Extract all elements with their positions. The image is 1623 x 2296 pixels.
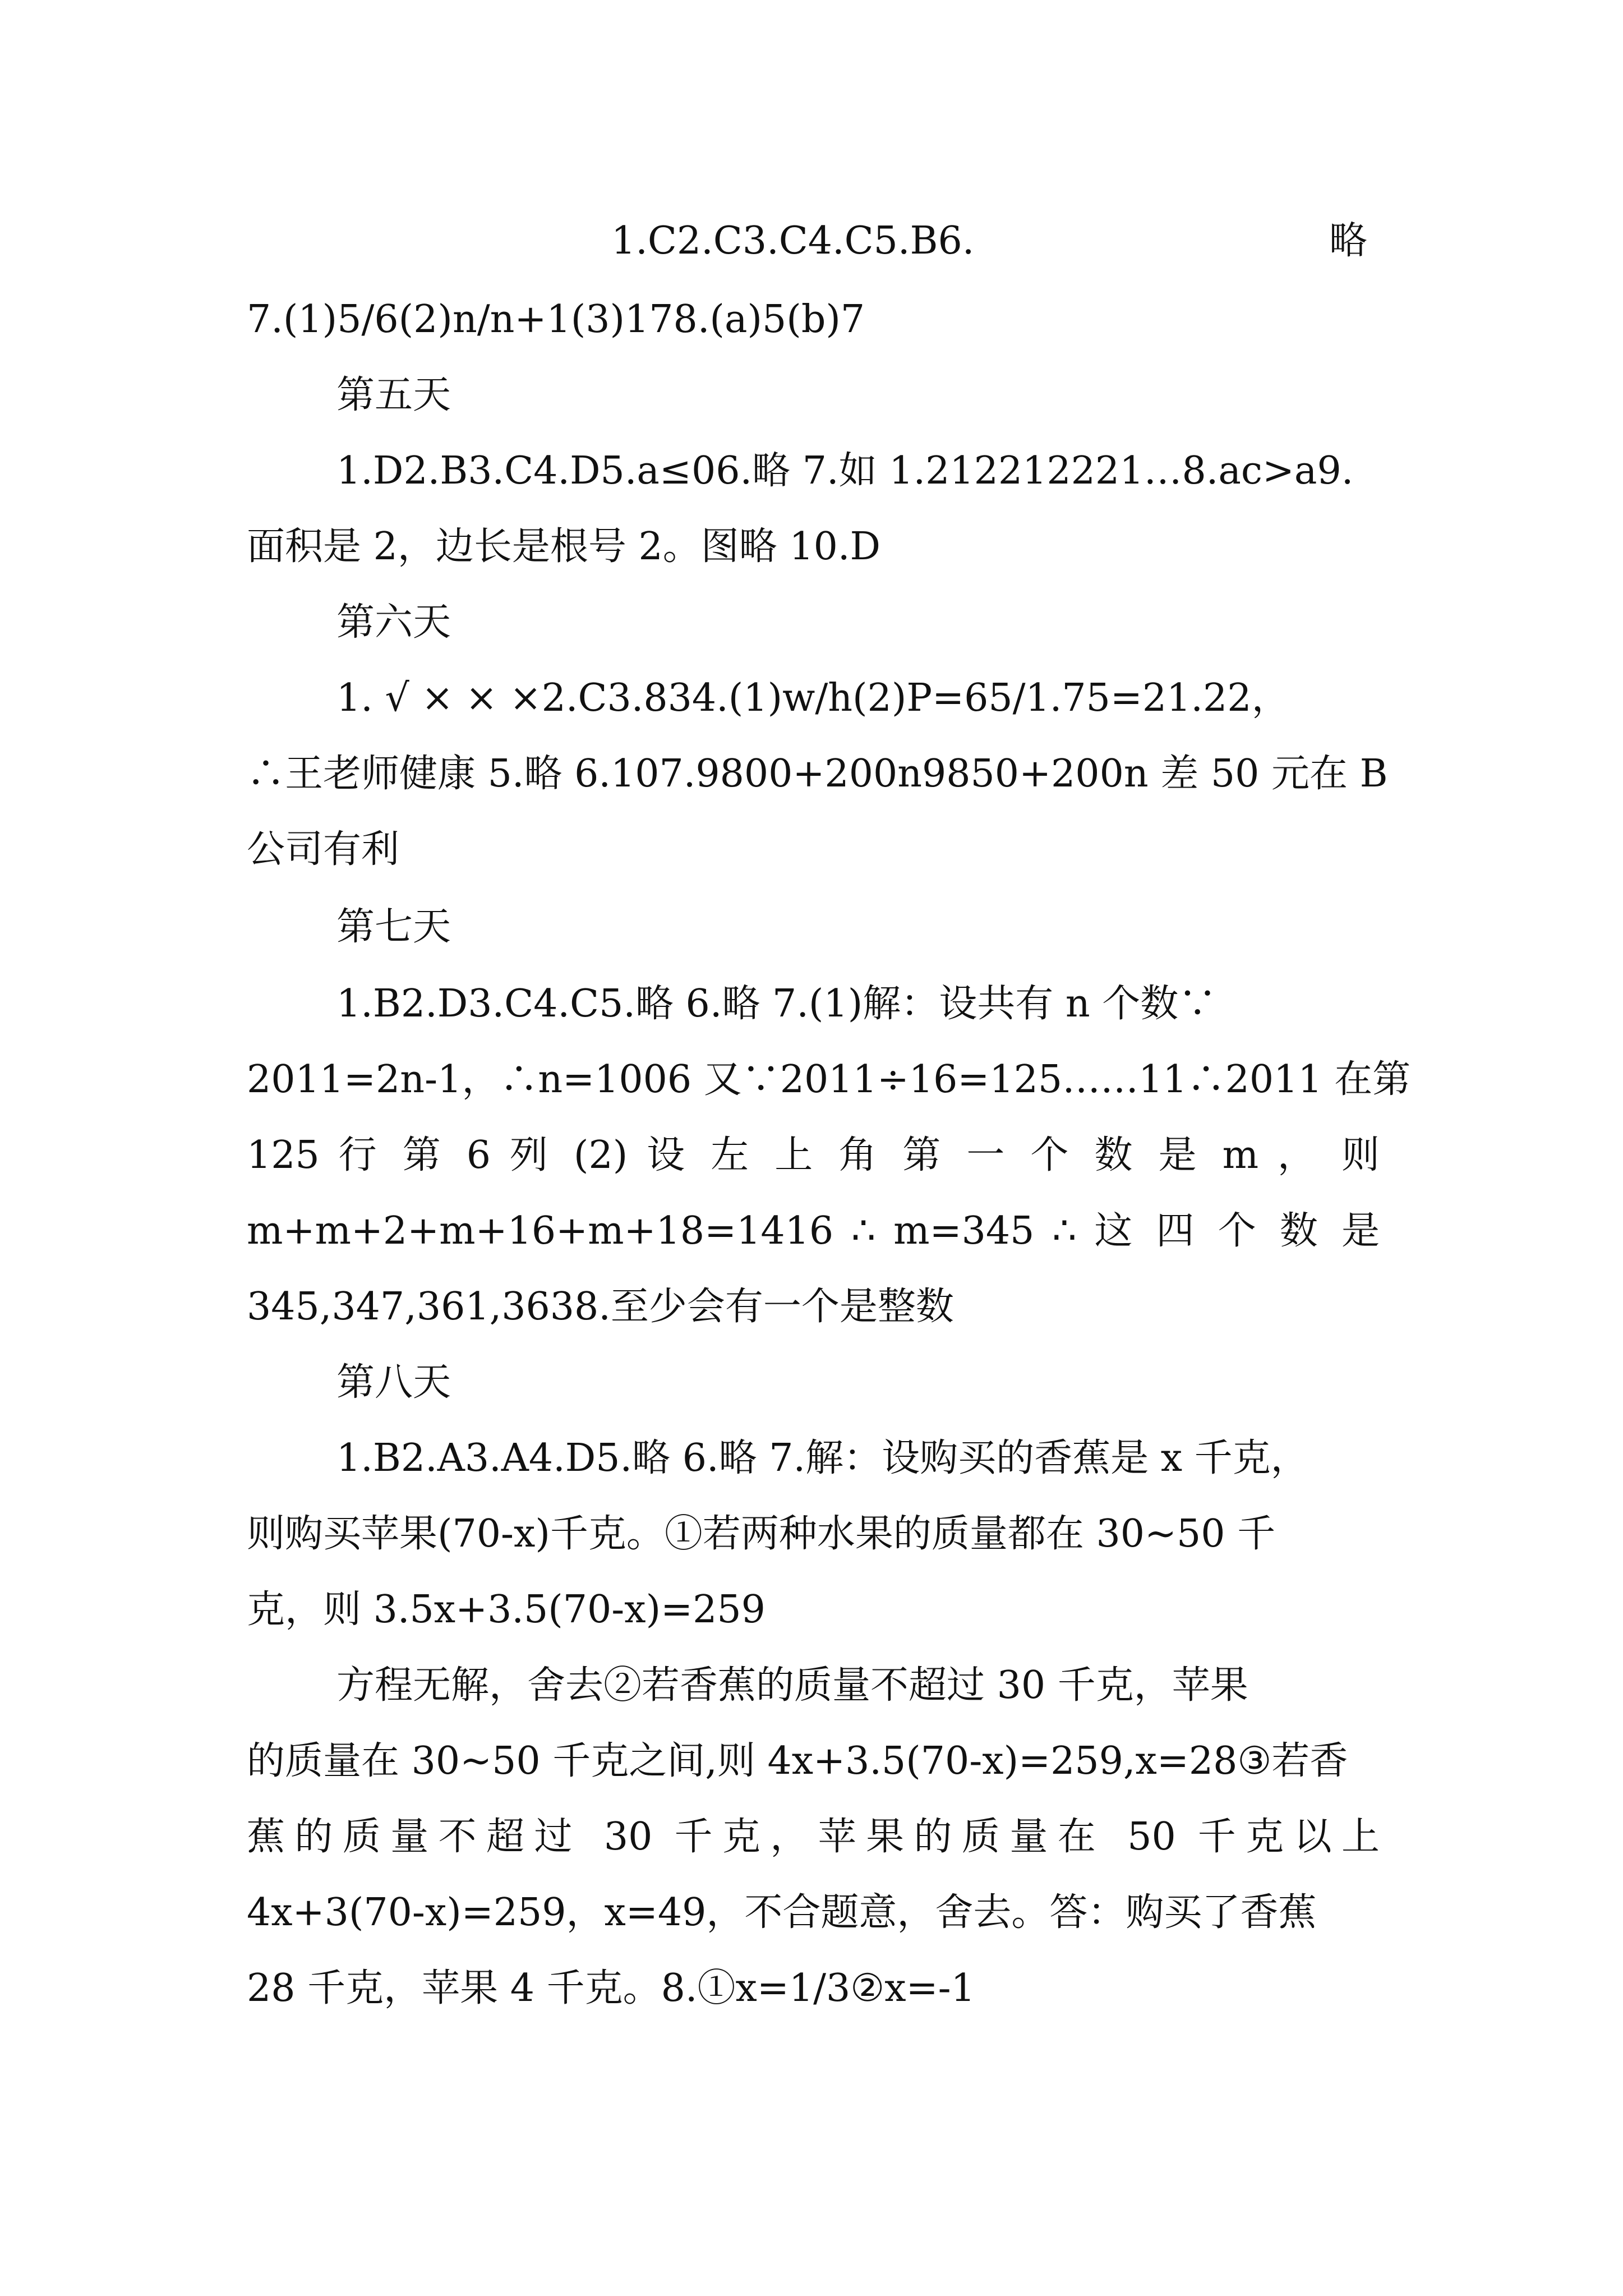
answer-line: 1.B2.A3.A4.D5.略 6.略 7.解：设购买的香蕉是 x 千克，: [336, 1436, 1309, 1480]
answer-line: 1.C2.C3.C4.C5.B6.: [611, 219, 975, 263]
answer-line: 125 行 第 6 列 (2) 设 左 上 角 第 一 个 数 是 m ， 则: [247, 1133, 1380, 1177]
section-heading-day5: 第五天: [336, 373, 451, 417]
answer-line: 1.D2.B3.C4.D5.a≤06.略 7.如 1.212212221…8.ac>a9.: [336, 449, 1354, 493]
answer-line: ∴王老师健康 5.略 6.107.9800+200n9850+200n 差 50 元在 B: [247, 752, 1388, 796]
answer-line: 1.B2.D3.C4.C5.略 6.略 7.(1)解：设共有 n 个数∵: [336, 982, 1217, 1026]
answer-line: 面积是 2，边长是根号 2。图略 10.D: [247, 524, 881, 569]
answer-line: 略: [1329, 219, 1368, 263]
answer-line: 7.(1)5/6(2)n/n+1(3)178.(a)5(b)7: [247, 297, 865, 342]
answer-line: m+m+2+m+16+m+18=1416 ∴ m=345 ∴ 这 四 个 数 是: [247, 1209, 1380, 1253]
answer-line: 4x+3(70-x)=259，x=49，不合题意，舍去。答：购买了香蕉: [247, 1890, 1317, 1935]
answer-line: 公司有利: [247, 827, 400, 872]
answer-line: 则购买苹果(70-x)千克。①若两种水果的质量都在 30~50 千: [247, 1512, 1276, 1556]
answer-line: 2011=2n-1，∴n=1006 又∵2011÷16=125……11∴2011 在第: [247, 1057, 1411, 1102]
section-heading-day7: 第七天: [336, 905, 451, 949]
answer-line: 蕉的质量不超过 30 千克，苹果的质量在 50 千克以上: [247, 1815, 1380, 1859]
answer-line: 28 千克，苹果 4 千克。8.①x=1/3②x=-1: [247, 1966, 975, 2010]
answer-line: 克，则 3.5x+3.5(70-x)=259: [247, 1588, 766, 1632]
answer-line: 345,347,361,3638.至少会有一个是整数: [247, 1285, 954, 1329]
answer-line: 1. √ × × ×2.C3.834.(1)w/h(2)P=65/1.75=21.22，: [336, 676, 1290, 720]
answer-line: 的质量在 30~50 千克之间,则 4x+3.5(70-x)=259,x=28③若香: [247, 1739, 1348, 1783]
section-heading-day6: 第六天: [336, 600, 451, 645]
section-heading-day8: 第八天: [336, 1360, 451, 1405]
answer-line: 方程无解，舍去②若香蕉的质量不超过 30 千克，苹果: [336, 1663, 1248, 1708]
